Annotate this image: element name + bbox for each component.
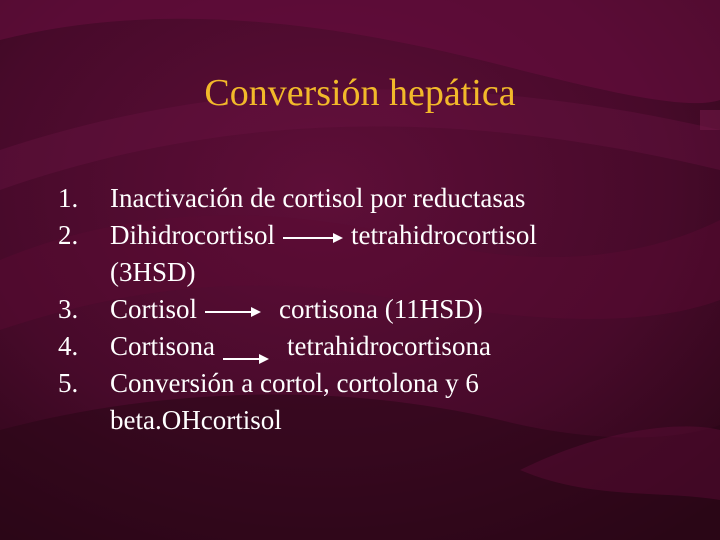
reaction-source: Cortisol	[110, 294, 198, 324]
item-text: Inactivación de cortisol por reductasas	[110, 183, 526, 213]
item-text-line2: (3HSD)	[110, 257, 196, 287]
reaction-product: cortisona (11HSD)	[279, 294, 483, 324]
reaction-source: Cortisona	[110, 331, 215, 361]
list-item	[58, 217, 698, 291]
slide-title: Conversión hepática	[204, 72, 516, 114]
reaction-product: tetrahidrocortisona	[287, 331, 491, 361]
right-arrow-icon	[283, 232, 343, 244]
item-number: 2.	[58, 220, 79, 250]
item-text: Conversión a cortol, cortolona y 6	[110, 368, 479, 398]
item-number: 3.	[58, 294, 79, 324]
right-arrow-icon	[205, 306, 261, 318]
list-item	[58, 365, 698, 439]
item-text-line2: beta.OHcortisol	[110, 405, 282, 435]
list-item	[58, 291, 698, 328]
item-number: 1.	[58, 183, 79, 213]
content-list	[58, 180, 698, 439]
item-number: 4.	[58, 331, 79, 361]
right-arrow-icon	[223, 351, 269, 365]
reaction-source: Dihidrocortisol	[110, 220, 275, 250]
list-item	[58, 328, 698, 365]
list-item	[58, 180, 698, 217]
item-number: 5.	[58, 368, 79, 398]
reaction-product: tetrahidrocortisol	[350, 220, 537, 250]
